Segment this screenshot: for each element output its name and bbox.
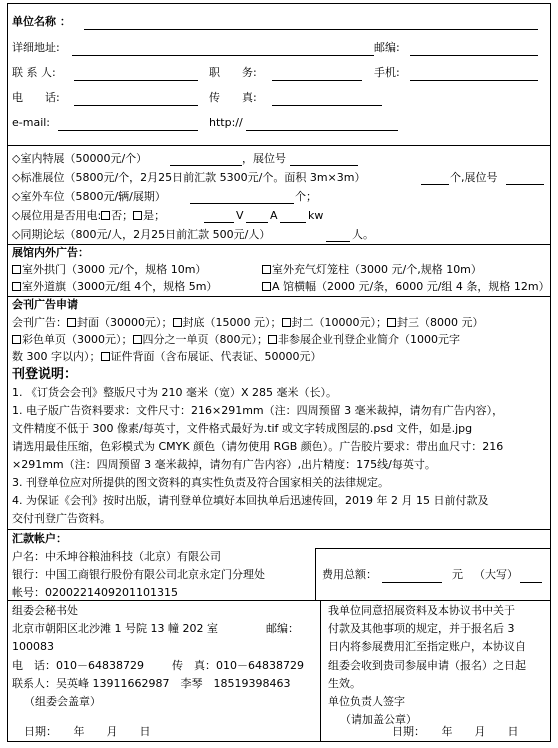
phone-label: 电 话:	[12, 91, 60, 104]
website-field[interactable]	[246, 130, 398, 131]
arch-label: 室外拱门（3000 元/个，规格 10m）	[22, 263, 207, 276]
account-name: 户名：中禾坤谷粮油科技（北京）有限公司	[12, 550, 221, 563]
non-exhibitor-label: 非参展企业刊登企业简介（1000元字	[278, 333, 460, 346]
uppercase-amount-field[interactable]	[520, 582, 542, 583]
position-field[interactable]	[272, 80, 362, 81]
voltage-field[interactable]	[204, 222, 234, 223]
bank-name: 银行：中国工商银行股份有限公司北京永定门分理处	[12, 568, 265, 581]
kilowatt-field[interactable]	[280, 222, 306, 223]
notes-title: 刊登说明：	[12, 367, 78, 382]
cover3-checkbox[interactable]	[387, 318, 396, 327]
agreement-date: 日期： 年 月 日	[392, 725, 519, 738]
color-page-checkbox[interactable]	[12, 335, 21, 344]
flag-label: 室外道旗（3000元/组 4个，规格 5m）	[22, 280, 218, 293]
word-limit-label: 数 300 字以内）；	[12, 350, 101, 363]
position-label: 职 务:	[209, 66, 257, 79]
cover3-label: 封三（8000 元）	[397, 316, 484, 329]
front-cover-label: 封面（30000元）；	[77, 316, 173, 329]
indoor-special-booth-no-field[interactable]	[290, 165, 358, 166]
outdoor-car-suffix: 个；	[295, 190, 317, 203]
divider	[320, 600, 321, 741]
note-line: 请选用最佳压缩，色彩模式为 CMYK 颜色（请勿使用 RGB 颜色）。广告胶片要求：带出血尺寸：216	[12, 440, 504, 453]
committee-date: 日期： 年 月 日	[24, 725, 151, 738]
arch-checkbox[interactable]	[12, 265, 21, 274]
divider	[315, 548, 550, 549]
power-yes-label: 是；	[143, 209, 166, 222]
cert-back-checkbox[interactable]	[101, 352, 110, 361]
quarter-page-label: 四分之一单页（800元）；	[142, 333, 268, 346]
committee-seal: （组委会盖章）	[24, 695, 101, 708]
bank-title: 汇款帐户：	[12, 532, 67, 545]
fax-label: 传 真:	[209, 91, 257, 104]
account-number: 帐号：0200221409201101315	[12, 586, 178, 599]
forum-option: ◇同期论坛（800元/人，2月25日前汇款 500元/人）	[12, 228, 271, 241]
flag-checkbox[interactable]	[12, 282, 21, 291]
note-line: 1. 电子版广告资料要求：文件尺寸：216×291mm（注：四周预留 3 毫米裁掉，请勿有广告内容），	[12, 404, 504, 417]
indoor-special-qty-field[interactable]	[170, 165, 242, 166]
divider	[8, 244, 550, 245]
email-field[interactable]	[58, 130, 198, 131]
outdoor-car-qty-field[interactable]	[190, 203, 294, 204]
power-no-label: 否；	[111, 209, 134, 222]
agreement-line: 组委会收到贵司参展申请（报名）之日起	[328, 659, 526, 672]
journal-ads-line1	[12, 316, 484, 330]
power-yes-checkbox[interactable]	[133, 211, 142, 220]
secretariat-fax: 传 真：010－64838729	[172, 659, 304, 672]
journal-ads-line2	[12, 333, 460, 347]
lantern-option	[262, 263, 482, 277]
cover2-checkbox[interactable]	[282, 318, 291, 327]
note-line: 1. 《订货会会刊》整版尺寸为 210 毫米（宽）X 285 毫米（长）。	[12, 386, 338, 399]
email-label: e-mail:	[12, 116, 51, 129]
journal-ads-line3	[12, 350, 322, 364]
note-line: 文件精度不低于 300 像素/每英寸，文件格式最好为.tif 或文字转成图层的.psd 文件，如是.jpg	[12, 422, 473, 435]
volt-unit: V	[236, 209, 244, 222]
indoor-special-suffix: ，展位号	[242, 152, 286, 165]
journal-ads-label: 会刊广告：	[12, 316, 67, 329]
secretariat-postcode: 100083	[12, 640, 54, 653]
secretariat-title: 组委会秘书处	[12, 604, 78, 617]
signer-label: 单位负责人签字	[328, 695, 405, 708]
color-page-label: 彩色单页（3000元）；	[22, 333, 133, 346]
note-line: 交付刊登广告资料。	[12, 512, 111, 525]
note-line: 4. 为保证《会刊》按时出版，请刊登单位填好本回执单后迅速传回，2019 年 2 月 15 日前付款及	[12, 494, 489, 507]
note-line: ×291mm（注：四周预留 3 毫米裁掉，请勿有广告内容）,出片精度：175线/每英寸。	[12, 458, 436, 471]
company-seal: （请加盖公章）	[340, 713, 417, 726]
power-no-checkbox[interactable]	[101, 211, 110, 220]
mobile-field[interactable]	[410, 80, 538, 81]
postcode-label: 邮编:	[374, 41, 400, 54]
unit-name-field[interactable]	[84, 29, 538, 30]
flag-option	[12, 280, 217, 294]
total-fee-field[interactable]	[382, 582, 442, 583]
http-label: http://	[209, 116, 243, 129]
venue-ads-title: 展馆内外广告：	[12, 246, 89, 259]
postcode-field[interactable]	[410, 55, 538, 56]
contact-label: 联 系 人:	[12, 66, 56, 79]
lantern-label: 室外充气灯笼柱（3000 元/个,规格 10m）	[272, 263, 482, 276]
standard-booth-option: ◇标准展位（5800元/个，2月25日前汇款 5300元/个。面积 3m×3m）	[12, 171, 366, 184]
cert-back-label: 证件背面（含布展证、代表证、50000元）	[110, 350, 322, 363]
uppercase-label: （大写）	[474, 568, 518, 581]
outdoor-car-option: ◇室外车位（5800元/辆/展期）	[12, 190, 166, 203]
divider	[8, 296, 550, 297]
address-label: 详细地址:	[12, 41, 60, 54]
secretariat-contacts: 联系人：吴英峰 13911662987 李琴 18519398463	[12, 677, 291, 690]
lantern-checkbox[interactable]	[262, 265, 271, 274]
forum-suffix: 人。	[352, 228, 374, 241]
divider	[8, 529, 550, 530]
agreement-line: 我单位同意招展资料及本协议书中关于	[328, 604, 515, 617]
agreement-line: 付款及其他事项的规定，并于报名后 3	[328, 622, 515, 635]
cover2-label: 封二（10000元）；	[291, 316, 387, 329]
back-cover-checkbox[interactable]	[173, 318, 182, 327]
total-fee-label: 费用总额：	[322, 568, 377, 581]
banner-checkbox[interactable]	[262, 282, 271, 291]
standard-booth-qty-field[interactable]	[421, 184, 449, 185]
registration-form	[7, 3, 551, 742]
note-line: 3. 刊登单位应对所提供的图文资料的真实性负责及符合国家相关的法律规定。	[12, 476, 389, 489]
non-exhibitor-checkbox[interactable]	[268, 335, 277, 344]
forum-qty-field[interactable]	[326, 241, 350, 242]
secretariat-phone: 电 话：010－64838729	[12, 659, 144, 672]
unit-name-label: 单位名称 ：	[12, 15, 71, 28]
power-label: ◇展位用是否用电:	[12, 209, 102, 222]
agreement-line: 生效。	[328, 677, 361, 690]
divider	[315, 548, 316, 600]
front-cover-checkbox[interactable]	[67, 318, 76, 327]
agreement-line: 日内将参展费用汇至指定账户，本协议自	[328, 640, 526, 653]
quarter-page-checkbox[interactable]	[133, 335, 142, 344]
divider	[8, 600, 550, 601]
fax-field[interactable]	[272, 105, 382, 106]
secretariat-postcode-label: 邮编：	[266, 622, 299, 635]
back-cover-label: 封底（15000 元）；	[182, 316, 282, 329]
arch-option	[12, 263, 206, 277]
divider	[8, 145, 550, 146]
yuan-label: 元	[452, 568, 463, 581]
ampere-field[interactable]	[246, 222, 268, 223]
banner-option	[262, 280, 550, 294]
indoor-special-option: ◇室内特展（50000元/个）	[12, 152, 148, 165]
banner-label: A 馆横幅（2000 元/条，6000 元/组 4 条，规格 12m）	[272, 280, 550, 293]
address-field[interactable]	[72, 55, 374, 56]
mobile-label: 手机:	[374, 66, 400, 79]
secretariat-address: 北京市朝阳区北沙滩 1 号院 13 幢 202 室	[12, 622, 218, 635]
ampere-unit: A	[270, 209, 278, 222]
power-option	[12, 209, 165, 223]
standard-booth-no-field[interactable]	[506, 184, 544, 185]
journal-ads-title: 会刊广告申请	[12, 298, 78, 311]
standard-booth-suffix: 个,展位号	[450, 171, 498, 184]
contact-field[interactable]	[74, 80, 198, 81]
kw-unit: kw	[308, 209, 324, 222]
phone-field[interactable]	[74, 105, 198, 106]
